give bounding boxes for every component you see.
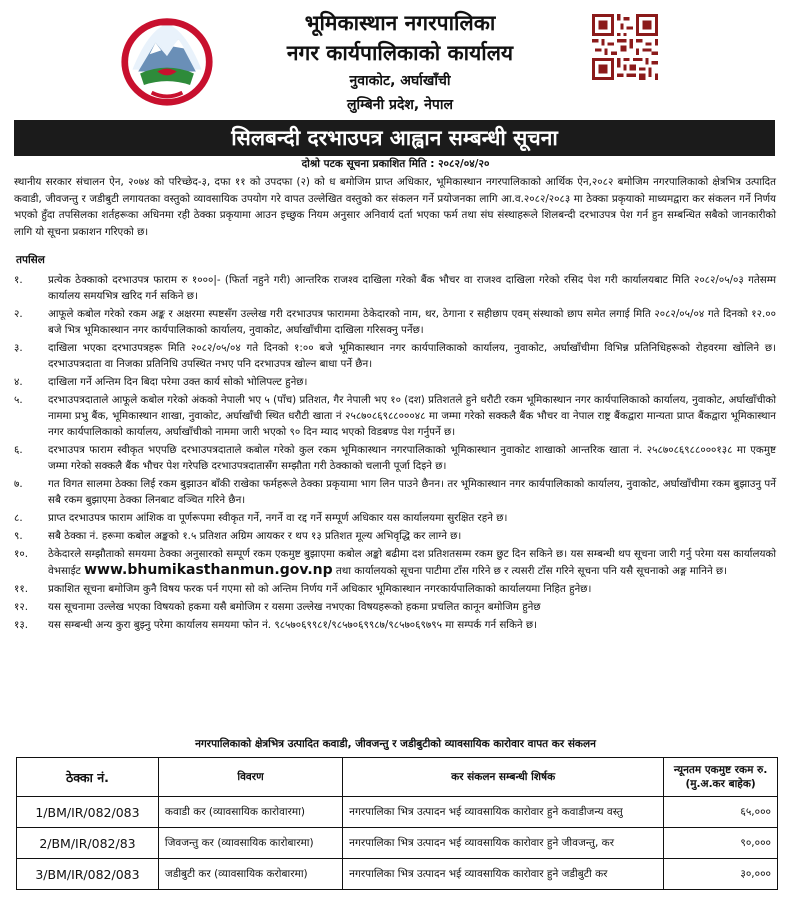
- list-item: [14, 442, 776, 474]
- list-item: [14, 374, 776, 390]
- office-name: नगर कार्यपालिकाको कार्यालय: [286, 41, 514, 65]
- list-item: [14, 272, 776, 304]
- list-item: [14, 581, 776, 597]
- cell-description: जडीबुटी कर (व्यावसायिक करोबारमा): [158, 859, 342, 890]
- list-item: [14, 528, 776, 544]
- conditions-list: [14, 272, 776, 635]
- published-date: दोश्रो पटक सूचना प्रकाशित मिति : २०८२/०४/२०: [301, 158, 490, 170]
- item-number: ४.: [14, 376, 23, 388]
- item-number: ५.: [14, 394, 23, 406]
- item-number: ८.: [14, 512, 23, 524]
- contracts-table: [16, 757, 778, 890]
- cell-contract-no: 2/BM/IR/082/83: [17, 828, 159, 859]
- office-header: [220, 8, 580, 116]
- item-text: प्राप्त दरभाउपत्र फाराम आंशिक वा पूर्णरूपमा स्वीकृत गर्ने, नगर्ने वा रद्द गर्ने सम्पूर्ण अधिकार यस कार्यालयमा सुरक्षित रहने छ।: [48, 512, 508, 524]
- table-row: [17, 828, 778, 859]
- item-text-after: तथा कार्यालयको सूचना पाटीमा टाँस गरिने छ र त्यसरी टाँस गरिने सूचना पनि यसै सूचनाको अङ्ग मानिने छ।: [335, 565, 728, 577]
- item-text: प्रत्येक ठेक्काको दरभाउपत्र फाराम रु १०००|- (फिर्ता नहुने गरी) आन्तरिक राजश्व दाखिला गरेको बैंक भौचर वा राजश्व दाखिला गरेको रसिद पेश गरी कार्यालयबाट मिति २०८२/०५/०३ गतेसम्म कार्यालय समयभित्र खरिद गर्न सकिने छ।: [48, 274, 776, 302]
- item-text: दरभाउपत्रदाताले आफूले कबोल गरेको अंकको नेपाली भए ५ (पाँच) प्रतिशत, गैर नेपाली भए १० (दश) प्रतिशतले हुने धरौटी रकम भूमिकास्थान नगर कार्यपालिकाको कार्यालय, नुवाकोट, अर्घाखाँचीको नाममा प्रभु बैंक, भूमिकास्थान शाखा, नुवाकोट, अर्घाखाँची स्थित धरौटी खाता नं २५८७०८६९८८०००४८ मा जम्मा गरेको सक्कलै बैंक भौचर वा नेपाल राष्ट्र बैंकद्वारा मान्यता प्राप्त बैंकद्वारा भूमिकास्थान नगर कार्यपालिकाको कार्यालय, अर्घाखाँचीको नाममा जारी भएको ९० दिन म्याद भएको विडबण्ड पेश गर्नुपर्ने छ।: [48, 394, 776, 438]
- header-contract-no: ठेक्का नं.: [17, 758, 159, 797]
- list-item: [14, 510, 776, 526]
- item-number: ७.: [14, 478, 23, 490]
- table-title: नगरपालिकाको क्षेत्रभित्र उत्पादित कवाडी, जीवजन्तु र जडीबुटीको व्यावसायिक कारोवार वापत कर संकलन: [195, 738, 596, 750]
- item-number: १०.: [14, 548, 28, 560]
- item-number: १३.: [14, 619, 28, 631]
- item-text: [48, 546, 776, 579]
- table-header-row: [17, 758, 778, 797]
- table-row: [17, 797, 778, 828]
- item-number: २.: [14, 308, 23, 320]
- list-item: [14, 392, 776, 440]
- cell-amount: ९०,०००: [664, 828, 778, 859]
- item-number: १.: [14, 274, 23, 286]
- cell-tax-heading: नगरपालिका भित्र उत्पादन भई व्यावसायिक कारोवार हुने कवाडीजन्य वस्तु: [343, 797, 664, 828]
- list-item: [14, 476, 776, 508]
- notice-title-banner: सिलबन्दी दरभाउपत्र आह्वान सम्बन्धी सूचना: [14, 120, 775, 156]
- cell-amount: ६५,०००: [664, 797, 778, 828]
- cell-tax-heading: नगरपालिका भित्र उत्पादन भई व्यावसायिक कारोवार हुने जडीबुटी कर: [343, 859, 664, 890]
- header-min-amount: न्यूनतम एकमुष्ट रकम रु. (मु.अ.कर बाहेक): [664, 758, 778, 797]
- list-item: [14, 546, 776, 579]
- header-tax-heading: कर संकलन सम्बन्धी शिर्षक: [343, 758, 664, 797]
- intro-paragraph: स्थानीय सरकार संचालन ऐन, २०७४ को परिच्छेद-३, दफा ११ को उपदफा (२) को ध बमोजिम प्राप्त अधिकार, भूमिकास्थान नगरपालिकाको आर्थिक ऐन,२०८२ बमोजिम नगरपालिकाको क्षेत्रभित्र उत्पादित कवाडी, जीवजन्तु र जडीबुटी लगायतका वस्तुको व्यावसायिक उपयोग गरे वापत उल्लेखित वस्तुको कर संकलन गर्ने प्रयोजनका लागि आ.व.२०८२/२०८३ मा ठेक्का प्रकृयाको माध्यमद्वारा कर संकलन गर्ने निर्णय भएको हुँदा तपसिलका शर्तहरूका अधिनमा रही ठेक्का प्रकृयामा आउन इच्छुक नियम अनुसार अनिवार्य दर्ता भएका फर्म तथा संघ संस्थाहरूले शिलबन्दी दरभाउपत्र पेश गर्न हुन सम्बन्धित सबैको जानकारीको लागि यो सूचना प्रकाशन गरिएको छ।: [14, 176, 776, 238]
- item-text: आफूले कबोल गरेको रकम अङ्क र अक्षरमा स्पष्टसँग उल्लेख गरी दरभाउपत्र फाराममा ठेकेदारको नाम, थर, ठेगाना र सहीछाप एवम् संस्थाको छाप समेत लगाई मिति २०८२/०५/०४ गते दिनको १२.०० बजे भित्र भूमिकास्थान नगर कार्यपालिकाको कार्यालय, नुवाकोट, अर्घाखाँचीमा दाखिला गरिसक्नु पर्नेछ।: [48, 308, 776, 336]
- province-country: लुम्बिनी प्रदेश, नेपाल: [347, 97, 453, 113]
- qr-code-icon: [592, 14, 658, 80]
- item-text: दाखिला गर्ने अन्तिम दिन बिदा परेमा उक्त कार्य सोको भोलिपल्ट हुनेछ।: [48, 376, 308, 388]
- item-text: सबै ठेक्का नं. हरूमा कबोल अङ्कको १.५ प्रतिशत अग्रिम आयकर र थप १३ प्रतिशत मूल्य अभिवृद्धि कर लाग्ने छ।: [48, 530, 462, 542]
- tapasil-heading: तपसिल: [16, 254, 45, 266]
- item-number: ६.: [14, 444, 23, 456]
- item-number: ९.: [14, 530, 23, 542]
- cell-description: जिवजन्तु कर (व्यावसायिक कारोबारमा): [158, 828, 342, 859]
- table-row: [17, 859, 778, 890]
- list-item: [14, 306, 776, 338]
- item-text: दाखिला भएका दरभाउपत्रहरू मिति २०८२/०५/०४ गते दिनको १:०० बजे भूमिकास्थान नगर कार्यपालिकाको कार्यालय, नुवाकोट, अर्घाखाँचीमा विभिन्न प्रतिनिधिहरूको रोहवरमा खोलिने छ। दरभाउपत्रदाता वा निजका प्रतिनिधि उपस्थित नभए पनि दरभाउपत्र खोल्न बाधा पर्ने छैन।: [48, 342, 776, 370]
- item-text: दरभाउपत्र फाराम स्वीकृत भएपछि दरभाउपत्रदाताले कबोल गरेको कुल रकम भूमिकास्थान नगरपालिकाको भूमिकास्थान नुवाकोट शाखाको आन्तरिक खाता नं. २५८७०८६९८८०००१३८ मा एकमुष्ट जम्मा गरेको सक्कलै बैंक भौचर पेश गरेपछि दरभाउपत्रदातासँग सम्झौता गरी ठेक्काको चलानी पूर्जा दिइने छ।: [48, 444, 776, 472]
- cell-amount: ३०,०००: [664, 859, 778, 890]
- cell-contract-no: 3/BM/IR/082/083: [17, 859, 159, 890]
- item-number: ११.: [14, 583, 28, 595]
- item-text-before: ठेकेदारले सम्झौताको समयमा ठेक्का अनुसारको सम्पूर्ण रकम एकमुष्ट बुझाएमा कबोल अङ्को बढीमा दश प्रतिशतसम्म रकम छुट दिन सकिने छ। यस सम्बन्धी थप सूचना जारी गर्नु परेमा यस कार्यालयको वेभसाईट: [48, 548, 776, 577]
- office-address: नुवाकोट, अर्घाखाँची: [349, 73, 451, 89]
- item-number: ३.: [14, 342, 23, 354]
- item-text: गत विगत सालमा ठेक्का लिई रकम बुझाउन बाँकी राखेका फर्महरूले ठेक्का प्रकृयामा भाग लिन पाउने छैनन। तर भूमिकास्थान नगर कार्यपालिकाको कार्यालय, नुवाकोट, अर्घाखाँचीमा रकम बुझाउनु पर्ने सबै रकम बुझाएमा ठेक्का लिनबाट वञ्चित गरिने छैन।: [48, 478, 776, 506]
- item-number: १२.: [14, 601, 28, 613]
- website-link[interactable]: www.bhumikasthanmun.gov.np: [84, 562, 333, 578]
- municipality-name: भूमिकास्थान नगरपालिका: [304, 11, 496, 35]
- cell-description: कवाडी कर (व्यावसायिक कारोवारमा): [158, 797, 342, 828]
- item-text: यस सम्बन्धी अन्य कुरा बुझ्नु परेमा कार्यालय समयमा फोन नं. ९८५७०६९९८१/९८५७०६९९८७/९८५७०६९७९५ मा सम्पर्क गर्न सकिने छ।: [48, 619, 537, 631]
- cell-contract-no: 1/BM/IR/082/083: [17, 797, 159, 828]
- nepal-emblem-icon: [118, 12, 216, 108]
- list-item: [14, 340, 776, 372]
- list-item: [14, 599, 776, 615]
- item-text: यस सूचनामा उल्लेख भएका विषयको हकमा यसै बमोजिम र यसमा उल्लेख नभएका विषयहरूको हकमा प्रचलित कानून बमोजिम हुनेछ: [48, 601, 541, 613]
- item-text: प्रकाशित सूचना बमोजिम कुनै विषय फरक पर्न गएमा सो को अन्तिम निर्णय गर्ने अधिकार भूमिकास्थान नगरकार्यपालिकाको कार्यालयमा निहित हुनेछ।: [48, 583, 592, 595]
- list-item: [14, 617, 776, 633]
- cell-tax-heading: नगरपालिका भित्र उत्पादन भई व्यावसायिक कारोवार हुने जीवजन्तु, कर: [343, 828, 664, 859]
- header-description: विवरण: [158, 758, 342, 797]
